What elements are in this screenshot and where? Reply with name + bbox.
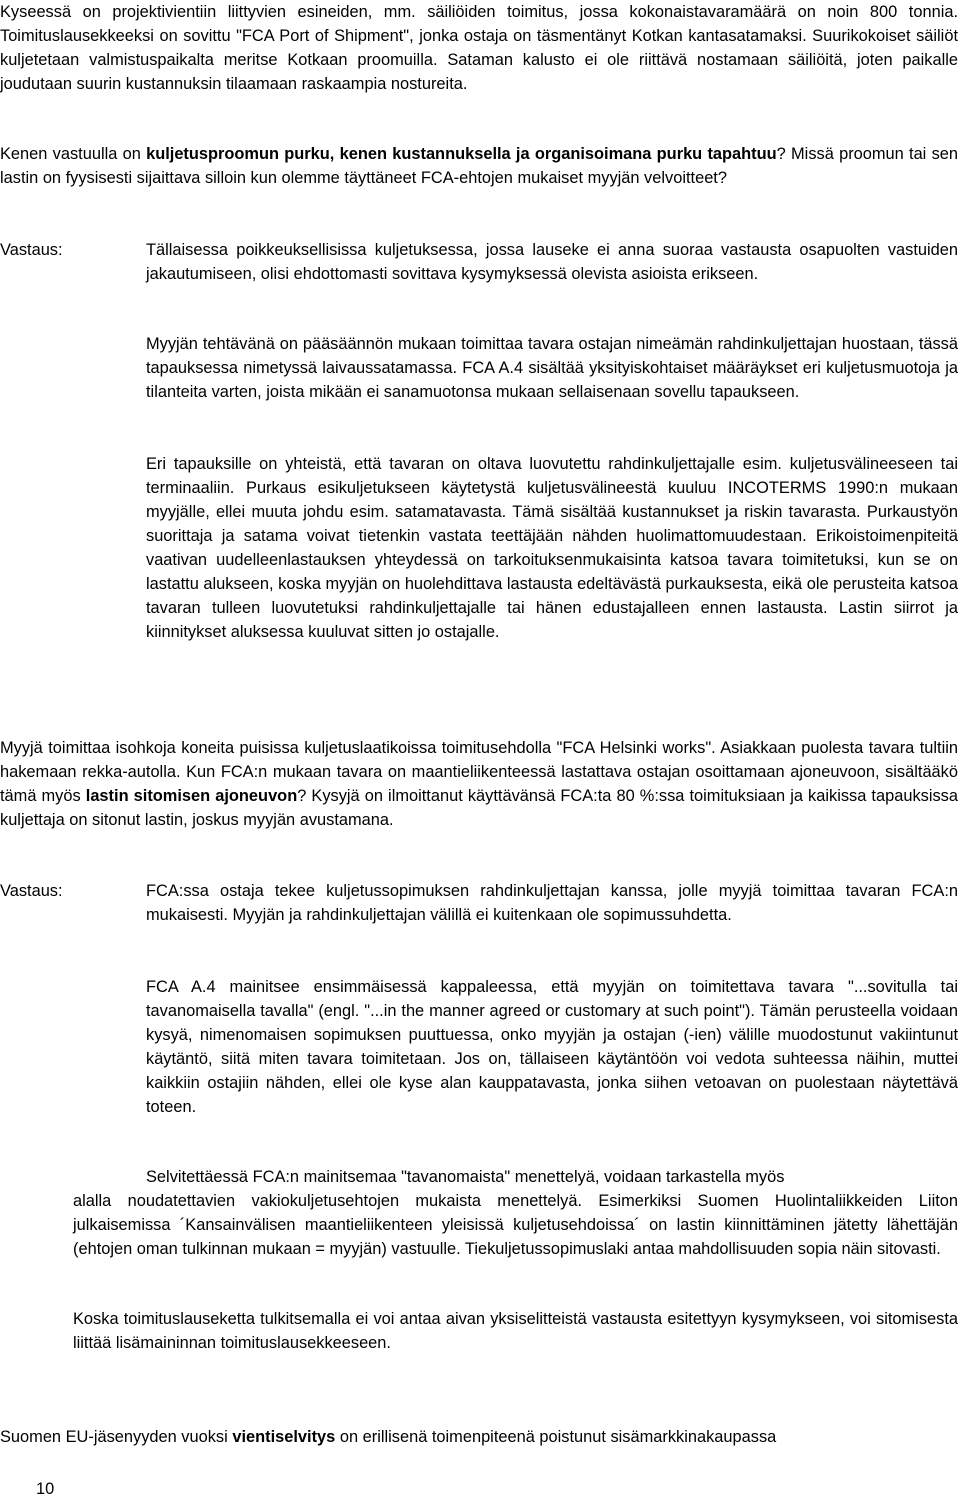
answer-1-p3-text: Eri tapauksille on yhteistä, että tavaran on oltava luovutettu rahdinkuljettajalle esim. kuljetusvälineeseen tai terminaaliin. Purkaus esikuljetukseen käytetystä kuljetusvälineestä kuuluu INCOTERMS 1990:n mukaan myyjälle, ellei muuta johdu esim. satamatavasta. Tämä sisältää kustannukset ja riskin tavarasta. Purkaustyön suorittaja ja satama voivat tietenkin vastata teettäjään nähden huolimattomuudestaan. Erikoistoimenpiteitä vaativan uudelleenlastauksen yhteydessä on tarkoituksenmukaisinta katsoa tavara toimitetuksi, kun se on lastattu alukseen, koska myyjän on huolehdittava lastausta edeltävästä purkauksesta, eikä ole perusteita katsoa tavaran tulleen luovutetuksi rahdinkuljettajalle tai hänen edustajalleen ennen lastausta. Lastin siirrot ja kiinnitykset aluksessa kuuluvat sitten jo ostajalle. — [146, 455, 958, 641]
closing-line-lead: Suomen EU-jäsenyyden vuoksi — [0, 1428, 233, 1446]
closing-line-text — [0, 1425, 958, 1449]
answer-2-label: Vastaus: — [0, 882, 63, 900]
intro-text: Kyseessä on projektivientiin liittyvien esineiden, mm. säiliöiden toimitus, jossa kokonaistavaramäärä on noin 800 tonnia. Toimituslausekkeeksi on sovittu "FCA Port of Shipment", jonka ostaja on täsmentänyt Kotkan kantasatamaksi. Suurikokoiset säiliöt kuljetetaan valmistuspaikalta meritse Kotkaan proomuilla. Sataman kalusto ei ole riittävä nostamaan säiliöitä, joten paikalle joudutaan suurin kustannuksin tilaamaan raskaampia nostureita. — [0, 3, 958, 93]
answer-1-p1-text: Tällaisessa poikkeuksellisissa kuljetuksessa, jossa lauseke ei anna suoraa vastausta osapuolten vastuiden jakautumiseen, olisi ehdottomasti sovittava kysymyksessä olevista asioista erikseen. — [146, 241, 958, 283]
answer-2-p1-text: FCA:ssa ostaja tekee kuljetussopimuksen rahdinkuljettajan kanssa, jolle myyjä toimittaa tavaran FCA:n mukaisesti. Myyjän ja rahdinkuljettajan välillä ei kuitenkaan ole sopimussuhdetta. — [146, 882, 958, 924]
question-1-rest: ? Missä proomun tai sen lastin on fyysisesti sijaittava silloin kun olemme täyttäneet FCA-ehtojen mukaiset myyjän velvoitteet? — [0, 145, 959, 187]
answer-2-paragraph-1 — [146, 879, 958, 927]
intro-paragraph — [0, 0, 958, 96]
answer-2-paragraph-3-rest — [73, 1189, 958, 1261]
question-2-text — [0, 736, 958, 832]
answer-2-paragraph-4 — [73, 1307, 958, 1355]
answer-2-p4-text: Koska toimituslauseketta tulkitsemalla ei voi antaa aivan yksiselitteistä vastausta esitettyyn kysymykseen, voi sitomisesta liittää lisämaininnan toimituslausekkeeseen. — [73, 1310, 958, 1352]
closing-line-rest: on erillisenä toimenpiteenä poistunut sisämarkkinakaupassa — [335, 1428, 777, 1446]
question-1 — [0, 142, 958, 190]
question-2-lead: Myyjä toimittaa isohkoja koneita puisissa kuljetuslaatikoissa toimitusehdolla "FCA Helsinki works". Asiakkaan puolesta tavara tultiin hakemaan rekka-autolla. Kun FCA:n mukaan tavara on maantieliikenteessä lastattava ostajan osoittamaan ajoneuvoon, sisältääkö tämä myös — [0, 739, 958, 805]
answer-2-p3-rest-text: alalla noudatettavien vakiokuljetusehtojen mukaista menettelyä. Esimerkiksi Suomen Huolintaliikkeiden Liiton julkaisemissa ´Kansainvälisen maantieliikenteen yleisissä kuljetusehdoissa´ on lastin kiinnittäminen jätetty lähettäjän (ehtojen oman tulkinnan mukaan = myyjän) vastuulle. Tiekuljetussopimuslaki antaa mahdollisuuden sopia näin sitovasti. — [73, 1192, 958, 1258]
answer-1-label: Vastaus: — [0, 241, 63, 259]
closing-line — [0, 1425, 958, 1449]
answer-2-p2-text: FCA A.4 mainitsee ensimmäisessä kappaleessa, että myyjän on toimitettava tavara "...sovitulla tai tavanomaisella tavalla" (engl. "...in the manner agreed or customary at such point"). Tämän perusteella voidaan kysyä, nimenomaisen sopimuksen puuttuessa, onko myyjän ja ostajan (-ien) välille muodostunut vakiintunut käytäntö, siitä miten tavara toimitetaan. Jos on, tällaiseen käytäntöön voi vedota suhteessa näihin, muttei kaikkiin ostajiin nähden, ellei ole kyse alan kauppatavasta, jonka siihen vetoavan on puolestaan näytettävä toteen. — [146, 978, 958, 1116]
question-2 — [0, 736, 958, 832]
answer-1-paragraph-3 — [146, 452, 958, 644]
closing-line-bold: vientiselvitys — [232, 1428, 336, 1446]
answer-2-paragraph-3-first-line — [146, 1165, 958, 1189]
answer-1-p2-text: Myyjän tehtävänä on pääsäännön mukaan toimittaa tavara ostajan nimeämän rahdinkuljettajan huostaan, tässä tapauksessa nimetyssä laivaussatamassa. FCA A.4 sisältää yksityiskohtaiset määräykset eri kuljetusmuotoja ja tilanteita varten, joista mikään ei sanamuotonsa mukaan sellaisenaan sovellu tapaukseen. — [146, 335, 958, 401]
question-1-lead: Kenen vastuulla on — [0, 145, 147, 163]
answer-2-p3-first-text: Selvitettäessä FCA:n mainitsemaa "tavanomaista" menettelyä, voidaan tarkastella myös — [146, 1168, 785, 1186]
question-2-bold: lastin sitomisen ajoneuvon — [85, 787, 298, 805]
answer-1-paragraph-2 — [146, 332, 958, 404]
question-1-bold: kuljetusproomun purku, kenen kustannuksella ja organisoimana purku tapahtuu — [146, 145, 777, 163]
page-number: 10 — [36, 1480, 55, 1498]
answer-1-paragraph-1 — [146, 238, 958, 286]
question-1-text — [0, 142, 958, 190]
question-2-rest: ? Kysyjä on ilmoittanut käyttävänsä FCA:ta 80 %:ssa toimituksiaan ja kaikissa tapauksissa kuljettaja on sitonut lastin, joskus myyjän avustamana. — [0, 787, 958, 829]
answer-2-paragraph-2 — [146, 975, 958, 1119]
